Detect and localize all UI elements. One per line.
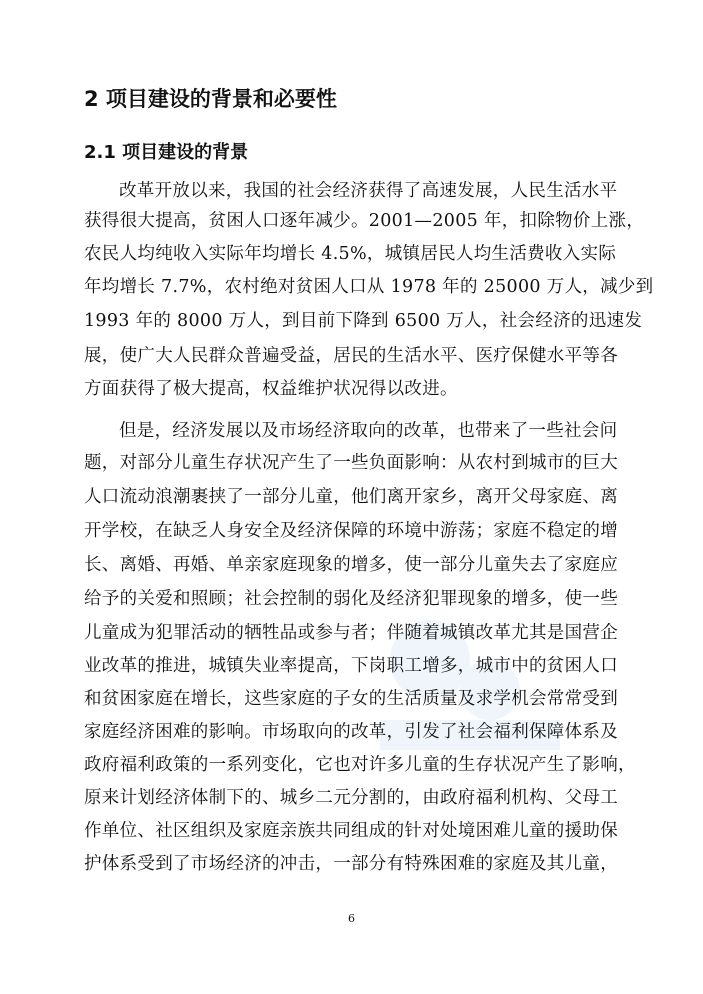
paragraph-line: 改革开放以来，我国的社会经济获得了高速发展，人民生活水平 xyxy=(119,181,618,201)
paragraph-line: 1993 年的 8000 万人，到目前下降到 6500 万人，社会经济的迅速发 xyxy=(84,311,643,331)
paragraph-line: 长、离婚、再婚、单亲家庭现象的增多，使一部分儿童失去了家庭应 xyxy=(84,555,618,575)
paragraph-line: 给予的关爱和照顾；社会控制的弱化及经济犯罪现象的增多，使一些 xyxy=(84,589,618,609)
paragraph-line: 作单位、社区组织及家庭亲族共同组成的针对处境困难儿童的援助保 xyxy=(84,821,618,841)
paragraph-line: 业改革的推进，城镇失业率提高，下岗职工增多，城市中的贫困人口 xyxy=(84,656,618,676)
paragraph-line: 展，使广大人民群众普遍受益，居民的生活水平、医疗保健水平等各 xyxy=(84,346,618,366)
paragraph-line: 年均增长 7.7%，农村绝对贫困人口从 1978 年的 25000 万人，减少到 xyxy=(84,277,654,297)
page-number: 6 xyxy=(348,912,355,925)
paragraph-line: 家庭经济困难的影响。市场取向的改革，引发了社会福利保障体系及 xyxy=(84,722,618,742)
paragraph-line: 题，对部分儿童生存状况产生了一些负面影响：从农村到城市的巨大 xyxy=(84,453,618,473)
paragraph-line: 获得很大提高，贫困人口逐年减少。2001—2005 年，扣除物价上涨， xyxy=(84,211,645,231)
paragraph-line: 但是，经济发展以及市场经济取向的改革，也带来了一些社会问 xyxy=(119,421,618,441)
chapter-title: 2 项目建设的背景和必要性 xyxy=(84,87,337,111)
section-title: 2.1 项目建设的背景 xyxy=(84,142,249,163)
paragraph-line: 开学校，在缺乏人身安全及经济保障的环境中游荡；家庭不稳定的增 xyxy=(84,521,618,541)
paragraph-line: 护体系受到了市场经济的冲击，一部分有特殊困难的家庭及其儿童， xyxy=(84,854,618,874)
paragraph-line: 人口流动浪潮裹挟了一部分儿童，他们离开家乡，离开父母家庭、离 xyxy=(84,487,618,507)
paragraph-line: 儿童成为犯罪活动的牺牲品或参与者；伴随着城镇改革尤其是国营企 xyxy=(84,623,618,643)
paragraph-line: 农民人均纯收入实际年均增长 4.5%，城镇居民人均生活费收入实际 xyxy=(84,244,617,264)
paragraph-line: 原来计划经济体制下的、城乡二元分割的，由政府福利机构、父母工 xyxy=(84,788,618,808)
paragraph-line: 政府福利政策的一系列变化，它也对许多儿童的生存状况产生了影响， xyxy=(84,755,636,775)
paragraph-line: 方面获得了极大提高，权益维护状况得以改进。 xyxy=(84,379,458,399)
paragraph-line: 和贫困家庭在增长，这些家庭的子女的生活质量及求学机会常常受到 xyxy=(84,689,618,709)
